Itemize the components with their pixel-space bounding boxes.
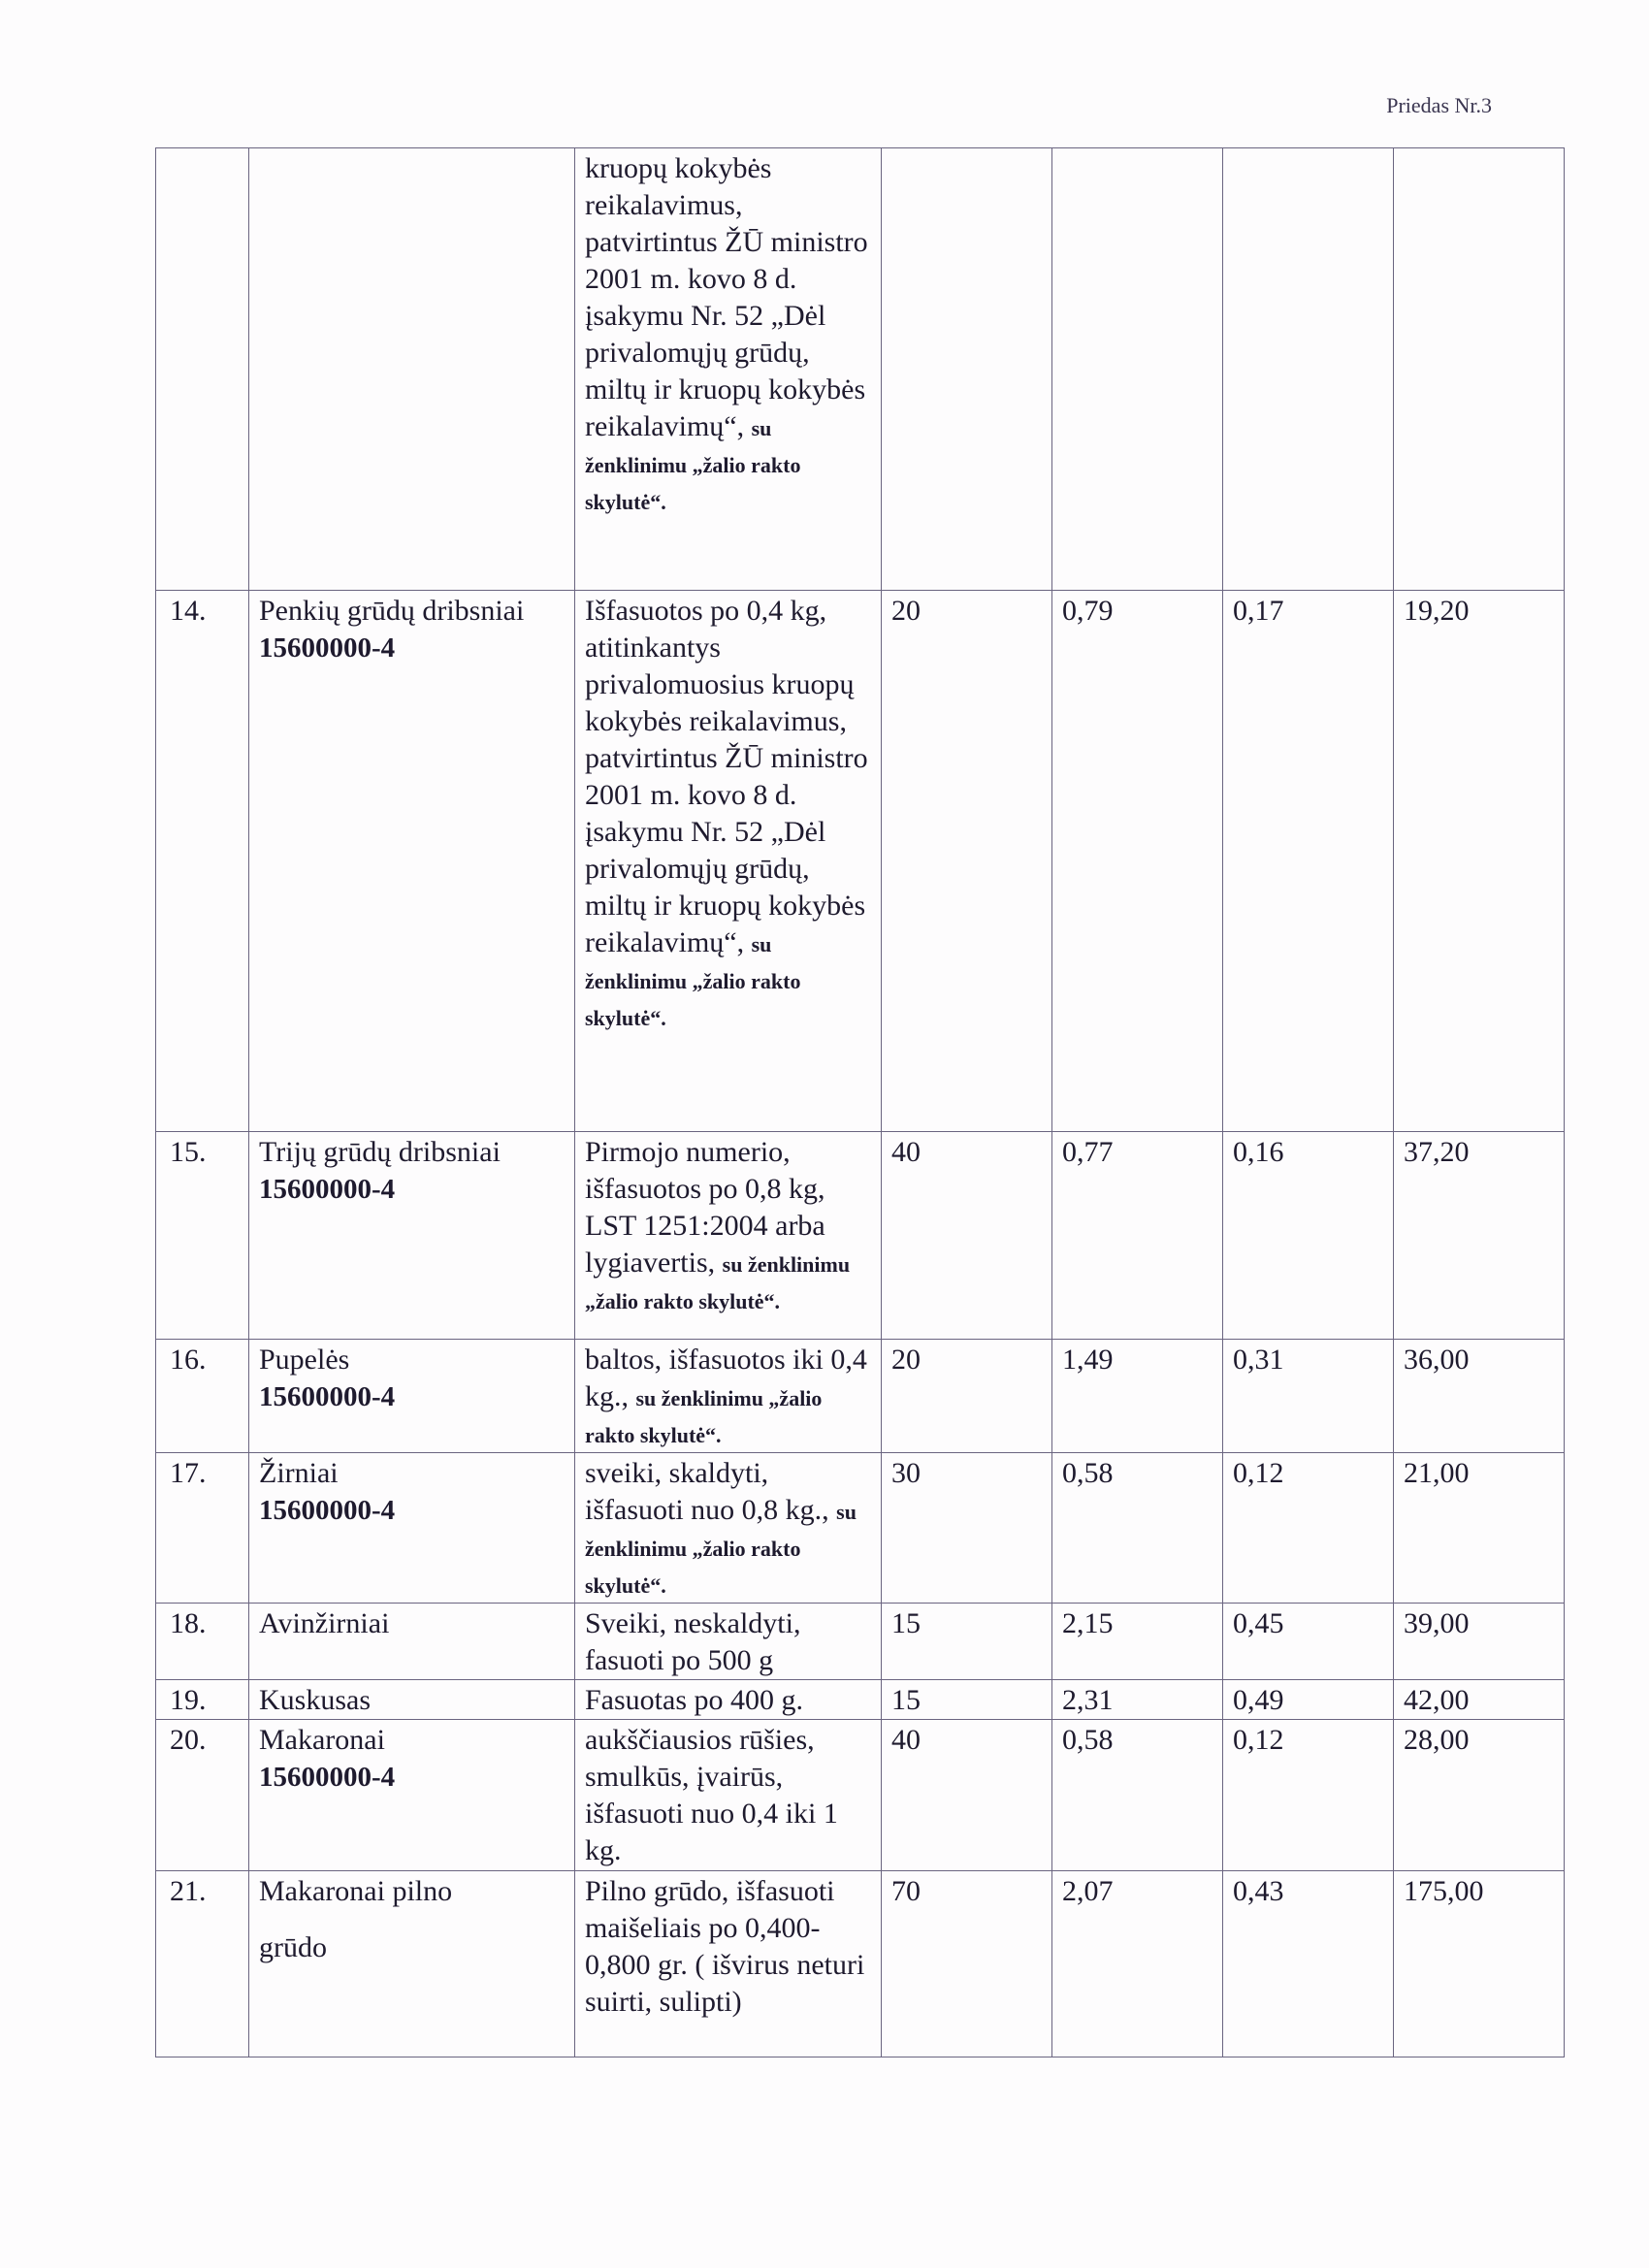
description-cell <box>575 1871 882 2057</box>
quantity: 20 <box>882 591 1052 1132</box>
unit-price: 2,07 <box>1052 1871 1223 2057</box>
unit-price: 1,49 <box>1052 1340 1223 1453</box>
page-label: Priedas Nr.3 <box>1386 93 1492 117</box>
product-name: Trijų grūdų dribsniai <box>259 1136 501 1168</box>
description-cell <box>575 1604 882 1680</box>
row-number: 17. <box>156 1453 249 1604</box>
product-name-cell <box>249 148 575 591</box>
row-number: 19. <box>156 1680 249 1720</box>
description-text: Pirmojo numerio, išfasuotos po 0,8 kg, LST 1251:2004 arba lygiavertis, <box>585 1136 825 1279</box>
product-name-cell <box>249 1680 575 1720</box>
row-number: 21. <box>156 1871 249 2057</box>
eco-marking: su ženklinimu „žalio rakto skylutė“. <box>585 416 801 514</box>
vat <box>1223 148 1394 591</box>
row-number: 14. <box>156 591 249 1132</box>
description-text: sveiki, skaldyti, išfasuoti nuo 0,8 kg., <box>585 1457 829 1526</box>
unit-price: 0,79 <box>1052 591 1223 1132</box>
product-code: 15600000-4 <box>259 1495 396 1526</box>
vat: 0,16 <box>1223 1132 1394 1340</box>
product-name-cell <box>249 1871 575 2057</box>
product-name-cell <box>249 1132 575 1340</box>
product-name-cell <box>249 1340 575 1453</box>
product-name-cell <box>249 1604 575 1680</box>
vat: 0,45 <box>1223 1604 1394 1680</box>
unit-price: 0,58 <box>1052 1720 1223 1871</box>
eco-marking: su ženklinimu „žalio rakto skylutė“. <box>585 1386 823 1447</box>
eco-marking: su ženklinimu „žalio rakto skylutė“. <box>585 1500 857 1598</box>
description-text: Sveiki, neskaldyti, fasuoti po 500 g <box>585 1607 801 1676</box>
product-name: Žirniai <box>259 1457 339 1489</box>
description-text: Išfasuotos po 0,4 kg, atitinkantys privalomuosius kruopų kokybės reikalavimus, patvirtintus ŽŪ ministro 2001 m. kovo 8 d. įsakymu Nr. 52 „Dėl privalomųjų grūdų, miltų ir kruopų kokybės reikalavimų“, <box>585 595 868 958</box>
description-text: baltos, išfasuotos iki 0,4 kg., <box>585 1344 867 1412</box>
quantity: 15 <box>882 1604 1052 1680</box>
unit-price: 2,31 <box>1052 1680 1223 1720</box>
product-name-cell <box>249 1720 575 1871</box>
eco-marking: su ženklinimu „žalio rakto skylutė“. <box>585 1252 851 1313</box>
description-text: aukščiausios rūšies, smulkūs, įvairūs, išfasuoti nuo 0,4 iki 1 kg. <box>585 1724 838 1866</box>
description-text: kruopų kokybės reikalavimus, patvirtintus ŽŪ ministro 2001 m. kovo 8 d. įsakymu Nr. 52 „Dėl privalomųjų grūdų, miltų ir kruopų kokybės reikalavimų“, <box>585 152 868 442</box>
product-name: Kuskusas <box>259 1684 372 1716</box>
product-name-cell <box>249 1453 575 1604</box>
product-code: 15600000-4 <box>259 1762 396 1793</box>
description-cell <box>575 1453 882 1604</box>
description-cell <box>575 1132 882 1340</box>
table-row <box>156 1132 1565 1340</box>
table-row <box>156 591 1565 1132</box>
quantity: 20 <box>882 1340 1052 1453</box>
table-row <box>156 1340 1565 1453</box>
total: 42,00 <box>1394 1680 1565 1720</box>
table-row <box>156 1680 1565 1720</box>
description-cell <box>575 148 882 591</box>
unit-price: 2,15 <box>1052 1604 1223 1680</box>
unit-price: 0,77 <box>1052 1132 1223 1340</box>
total: 39,00 <box>1394 1604 1565 1680</box>
vat: 0,12 <box>1223 1720 1394 1871</box>
table-row <box>156 1720 1565 1871</box>
table-row <box>156 1871 1565 2057</box>
description-text: Fasuotas po 400 g. <box>585 1684 803 1716</box>
product-table <box>155 147 1565 2057</box>
product-name: Makaronai <box>259 1724 385 1756</box>
vat: 0,31 <box>1223 1340 1394 1453</box>
row-number: 16. <box>156 1340 249 1453</box>
table-row <box>156 1604 1565 1680</box>
total <box>1394 148 1565 591</box>
description-cell <box>575 1680 882 1720</box>
product-code: 15600000-4 <box>259 1174 396 1205</box>
table-row <box>156 1453 1565 1604</box>
total: 28,00 <box>1394 1720 1565 1871</box>
row-number <box>156 148 249 591</box>
row-number: 18. <box>156 1604 249 1680</box>
quantity: 40 <box>882 1720 1052 1871</box>
product-name: Pupelės <box>259 1344 350 1376</box>
vat: 0,17 <box>1223 591 1394 1132</box>
product-name: Penkių grūdų dribsniai <box>259 595 525 627</box>
description-cell <box>575 1340 882 1453</box>
total: 37,20 <box>1394 1132 1565 1340</box>
product-name: Avinžirniai <box>259 1607 390 1639</box>
description-cell <box>575 591 882 1132</box>
vat: 0,43 <box>1223 1871 1394 2057</box>
vat: 0,49 <box>1223 1680 1394 1720</box>
unit-price <box>1052 148 1223 591</box>
row-number: 15. <box>156 1132 249 1340</box>
quantity: 70 <box>882 1871 1052 2057</box>
quantity: 30 <box>882 1453 1052 1604</box>
product-code: 15600000-4 <box>259 1381 396 1412</box>
row-number: 20. <box>156 1720 249 1871</box>
product-name-continued: grūdo <box>259 1931 327 1963</box>
product-code: 15600000-4 <box>259 632 396 664</box>
total: 19,20 <box>1394 591 1565 1132</box>
product-name-cell <box>249 591 575 1132</box>
description-text: Pilno grūdo, išfasuoti maišeliais po 0,400-0,800 gr. ( išvirus neturi suirti, sulipti) <box>585 1875 865 2018</box>
eco-marking: su ženklinimu „žalio rakto skylutė“. <box>585 932 801 1030</box>
total: 175,00 <box>1394 1871 1565 2057</box>
unit-price: 0,58 <box>1052 1453 1223 1604</box>
description-cell <box>575 1720 882 1871</box>
table-row <box>156 148 1565 591</box>
total: 21,00 <box>1394 1453 1565 1604</box>
product-name: Makaronai pilno <box>259 1875 453 1907</box>
total: 36,00 <box>1394 1340 1565 1453</box>
quantity <box>882 148 1052 591</box>
vat: 0,12 <box>1223 1453 1394 1604</box>
quantity: 40 <box>882 1132 1052 1340</box>
quantity: 15 <box>882 1680 1052 1720</box>
